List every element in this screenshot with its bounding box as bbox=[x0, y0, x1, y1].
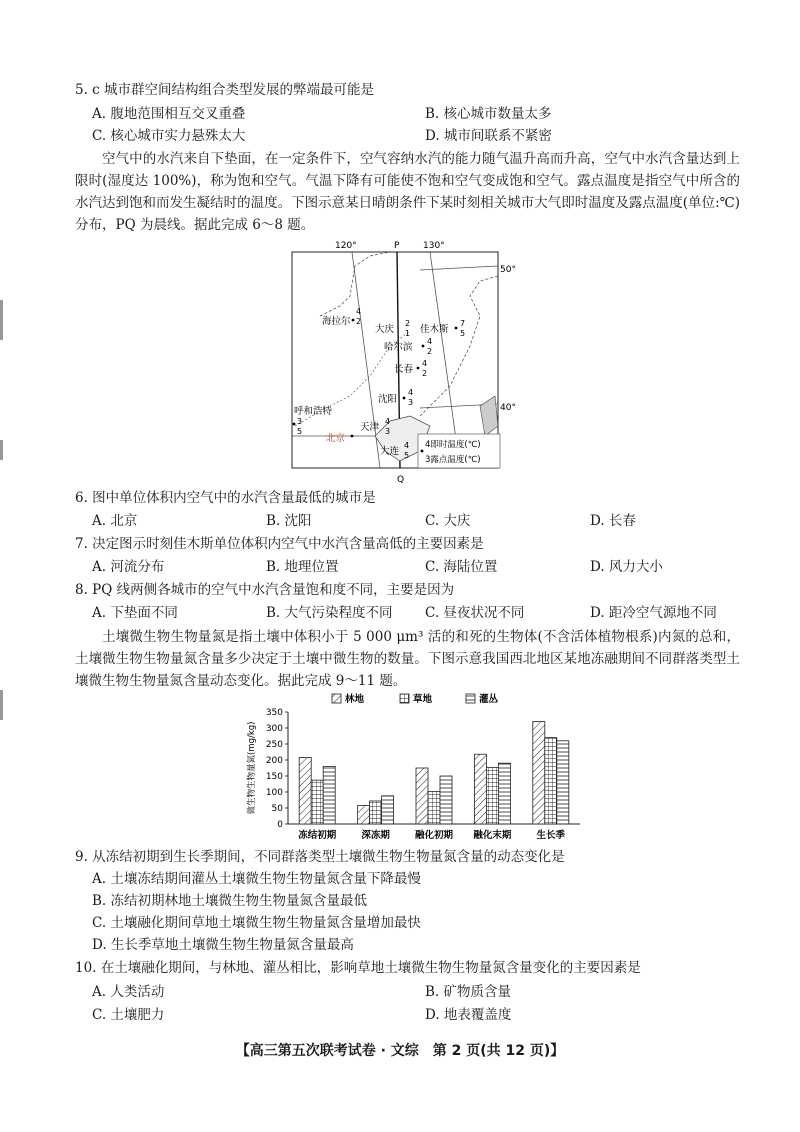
q5-stem: 5. c 城市群空间结构组合类型发展的弊端最可能是 bbox=[75, 82, 375, 98]
svg-text:2: 2 bbox=[356, 317, 362, 326]
dew-point-map bbox=[280, 236, 520, 486]
svg-text:4: 4 bbox=[408, 388, 414, 397]
svg-text:1: 1 bbox=[405, 329, 411, 338]
svg-text:5: 5 bbox=[460, 329, 466, 338]
q6-option-b[interactable]: B. 沈阳 bbox=[266, 513, 312, 529]
scan-edge bbox=[0, 690, 3, 720]
q6-option-a[interactable]: A. 北京 bbox=[92, 513, 138, 529]
bar bbox=[557, 741, 569, 824]
q10-option-b[interactable]: B. 矿物质含量 bbox=[425, 984, 512, 1000]
bar bbox=[533, 722, 545, 824]
q7-option-b[interactable]: B. 地理位置 bbox=[266, 559, 339, 575]
bar bbox=[382, 796, 394, 824]
bar bbox=[323, 766, 335, 824]
svg-text:4: 4 bbox=[356, 307, 362, 316]
svg-text:大庆: 大庆 bbox=[375, 324, 395, 335]
bar bbox=[498, 763, 510, 824]
q5-option-d[interactable]: D. 城市间联系不紧密 bbox=[425, 128, 552, 144]
q10-option-c[interactable]: C. 土壤肥力 bbox=[92, 1007, 165, 1023]
legend-label: 草地 bbox=[413, 694, 433, 705]
svg-text:4: 4 bbox=[427, 337, 433, 346]
map-legend bbox=[418, 434, 500, 468]
q8-option-c[interactable]: C. 昼夜状况不同 bbox=[425, 605, 525, 621]
y-axis-label: 微生物生物量氮(mg/kg) bbox=[247, 721, 257, 815]
bar bbox=[299, 757, 311, 824]
svg-text:4: 4 bbox=[422, 359, 428, 368]
bar bbox=[416, 768, 428, 824]
q8-stem: 8. PQ 线两侧各城市的空气中水汽含量饱和度不同，主要是因为 bbox=[75, 582, 455, 598]
bar bbox=[486, 767, 498, 824]
q9-option-b[interactable]: B. 冻结初期林地土壤微生物生物量氮含量最低 bbox=[92, 893, 368, 909]
svg-text:沈阳: 沈阳 bbox=[378, 394, 398, 405]
svg-text:4: 4 bbox=[404, 441, 410, 450]
bar bbox=[474, 754, 486, 824]
chart-axes bbox=[246, 708, 580, 841]
q9-option-a[interactable]: A. 土壤冻结期间灌丛土壤微生物生物量氮含量下降最慢 bbox=[92, 871, 421, 887]
bar bbox=[370, 801, 382, 824]
scan-edge bbox=[0, 440, 3, 460]
chart-bars bbox=[299, 722, 569, 824]
soil-nitrogen-bar-chart bbox=[240, 690, 590, 845]
svg-text:3: 3 bbox=[408, 398, 414, 407]
svg-text:7: 7 bbox=[460, 319, 466, 328]
q10-option-d[interactable]: D. 地表覆盖度 bbox=[425, 1007, 512, 1023]
svg-text:4即时温度(℃): 4即时温度(℃) bbox=[425, 440, 481, 450]
y-tick-label: 200 bbox=[265, 756, 283, 766]
bar bbox=[428, 791, 440, 824]
bar bbox=[545, 738, 557, 824]
svg-text:海拉尔: 海拉尔 bbox=[322, 316, 351, 327]
svg-text:哈尔滨: 哈尔滨 bbox=[384, 342, 413, 353]
svg-text:佳木斯: 佳木斯 bbox=[420, 324, 449, 335]
q10-option-a[interactable]: A. 人类活动 bbox=[92, 984, 165, 1000]
q8-option-b[interactable]: B. 大气污染程度不同 bbox=[266, 605, 393, 621]
y-tick-label: 350 bbox=[265, 708, 283, 718]
q7-option-c[interactable]: C. 海陆位置 bbox=[425, 559, 498, 575]
bar bbox=[440, 776, 452, 824]
bar bbox=[358, 805, 370, 824]
y-tick-label: 0 bbox=[277, 820, 283, 830]
q7-stem: 7. 决定图示时刻佳木斯单位体积内空气中水汽含量高低的主要因素是 bbox=[75, 536, 484, 552]
q6-option-c[interactable]: C. 大庆 bbox=[425, 513, 471, 529]
legend-label: 林地 bbox=[345, 694, 365, 705]
y-tick-label: 50 bbox=[271, 804, 283, 814]
chart-legend bbox=[332, 693, 499, 705]
q7-option-a[interactable]: A. 河流分布 bbox=[92, 559, 165, 575]
q9-option-d[interactable]: D. 生长季草地土壤微生物生物量氮含量最高 bbox=[92, 937, 354, 953]
svg-text:5: 5 bbox=[297, 427, 303, 436]
q8-option-a[interactable]: A. 下垫面不同 bbox=[92, 605, 178, 621]
passage-humidity: 空气中的水汽来自下垫面，在一定条件下，空气容纳水汽的能力随气温升高而升高，空气中水汽含量达到上限时(湿度达 100%)，称为饱和空气。气温下降有可能使不饱和空气变成饱和空气。露点温度是指空气中所含的水汽达到饱和而发生凝结时的温度。下图示意某日晴朗条件下某时刻相关城市大气即时温度及露点温度(单位:℃)分布，PQ 为晨线。据此完成 6～8 题。 bbox=[75, 151, 740, 233]
x-tick-label: 融化初期 bbox=[414, 830, 454, 841]
legend-swatch bbox=[400, 694, 409, 703]
svg-text:3露点温度(℃): 3露点温度(℃) bbox=[425, 455, 481, 465]
q7-option-d[interactable]: D. 风力大小 bbox=[590, 559, 663, 575]
lat-50-label: 50° bbox=[500, 265, 516, 275]
svg-text:大连: 大连 bbox=[380, 446, 400, 457]
q9-stem: 9. 从冻结初期到生长季期间，不同群落类型土壤微生物生物量氮含量的动态变化是 bbox=[75, 849, 565, 865]
passage-soil-nitrogen: 土壤微生物生物量氮是指土壤中体积小于 5 000 μm³ 活的和死的生物体(不含活体植物根系)内氮的总和，土壤微生物生物量氮含量多少决定于土壤中微生物的数量。下图示意我国西北地区某地冻融期间不同群落类型土壤微生物生物量氮含量动态变化。据此完成 9～11 题。 bbox=[75, 629, 740, 689]
y-tick-label: 100 bbox=[265, 788, 283, 798]
y-tick-label: 300 bbox=[265, 724, 283, 734]
svg-text:天津: 天津 bbox=[360, 422, 380, 433]
lon-120-label: 120° bbox=[335, 241, 357, 251]
q6-stem: 6. 图中单位体积内空气中的水汽含量最低的城市是 bbox=[75, 490, 376, 506]
q-label: Q bbox=[397, 475, 405, 485]
svg-text:2: 2 bbox=[405, 319, 411, 328]
svg-text:呼和浩特: 呼和浩特 bbox=[294, 406, 333, 417]
legend-swatch bbox=[332, 694, 341, 703]
q5-option-b[interactable]: B. 核心城市数量太多 bbox=[425, 106, 552, 122]
legend-label: 灌丛 bbox=[479, 694, 499, 705]
svg-text:4: 4 bbox=[385, 417, 391, 426]
lon-130-label: 130° bbox=[423, 241, 445, 251]
q9-option-c[interactable]: C. 土壤融化期间草地土壤微生物生物量氮含量增加最快 bbox=[92, 915, 421, 931]
svg-text:北京: 北京 bbox=[326, 433, 346, 444]
x-tick-label: 生长季 bbox=[536, 830, 566, 841]
q5-option-c[interactable]: C. 核心城市实力悬殊太大 bbox=[92, 128, 246, 144]
y-tick-label: 250 bbox=[265, 740, 283, 750]
x-tick-label: 冻结初期 bbox=[298, 830, 337, 841]
bar bbox=[311, 780, 323, 824]
page-footer: 【高三第五次联考试卷 · 文综 第 2 页(共 12 页)】 bbox=[235, 1043, 565, 1059]
legend-swatch bbox=[466, 694, 475, 703]
svg-text:2: 2 bbox=[427, 347, 433, 356]
y-tick-label: 150 bbox=[265, 772, 283, 782]
x-tick-label: 融化末期 bbox=[473, 830, 512, 841]
p-label: P bbox=[394, 241, 400, 251]
q6-option-d[interactable]: D. 长春 bbox=[590, 513, 636, 529]
q8-option-d[interactable]: D. 距冷空气源地不同 bbox=[590, 605, 717, 621]
scan-edge bbox=[0, 300, 3, 340]
svg-text:5: 5 bbox=[404, 451, 410, 460]
q5-option-a[interactable]: A. 腹地范围相互交叉重叠 bbox=[92, 106, 246, 122]
q10-stem: 10. 在土壤融化期间，与林地、灌丛相比，影响草地土壤微生物生物量氮含量变化的主要因素是 bbox=[75, 960, 641, 976]
x-tick-label: 深冻期 bbox=[361, 830, 390, 841]
svg-text:3: 3 bbox=[385, 427, 391, 436]
svg-text:长春: 长春 bbox=[394, 364, 414, 375]
svg-text:2: 2 bbox=[422, 369, 428, 378]
lat-40-label: 40° bbox=[500, 403, 516, 413]
svg-text:3: 3 bbox=[297, 417, 303, 426]
